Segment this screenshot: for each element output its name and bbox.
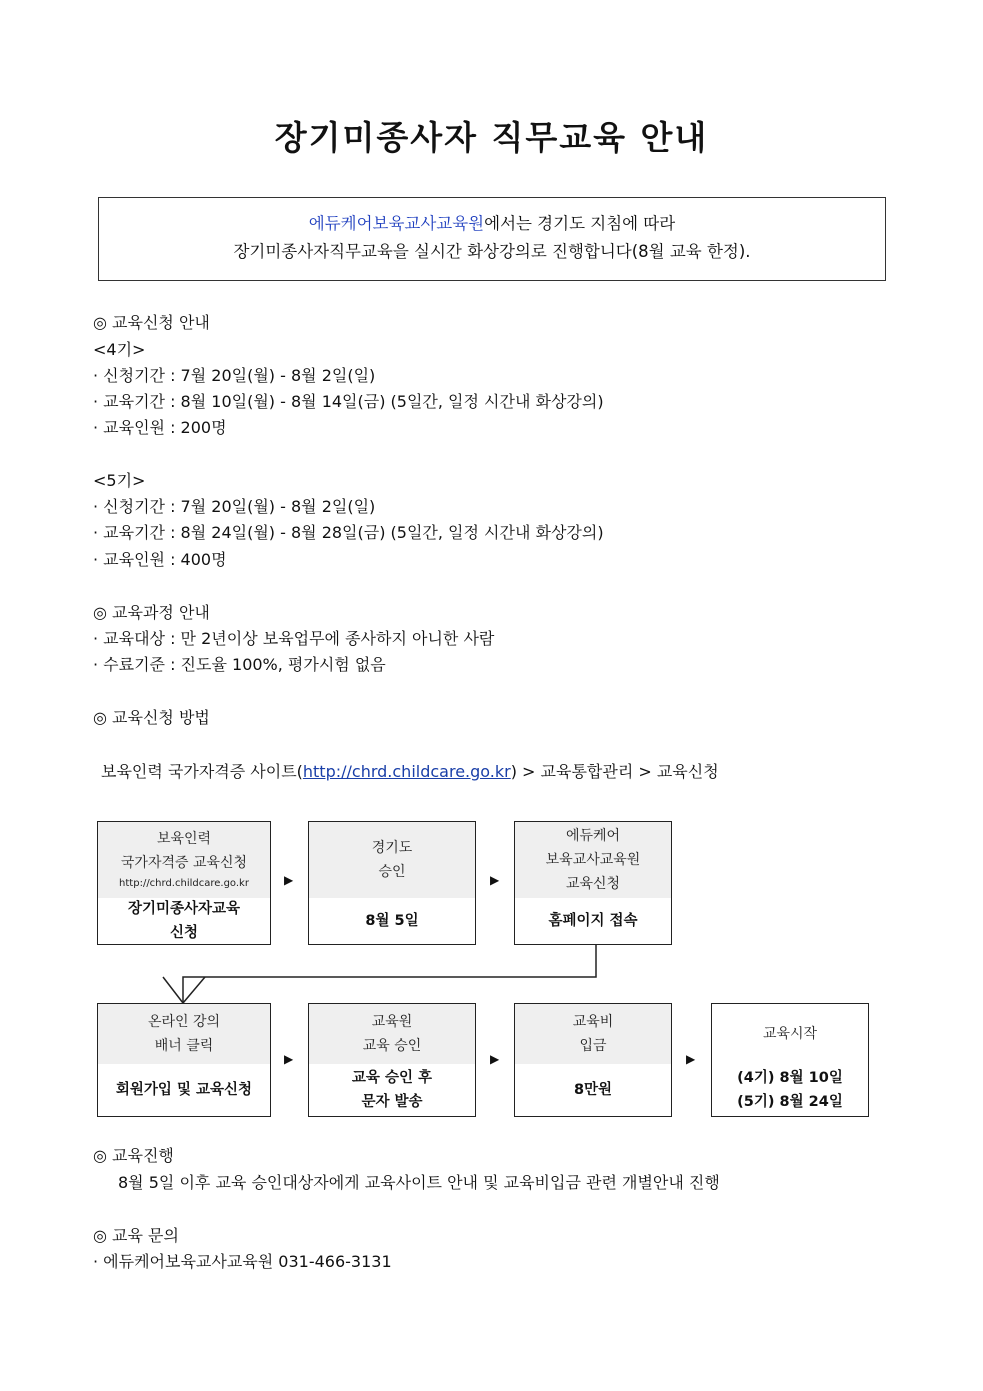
chrd-link[interactable]: http://chrd.childcare.go.kr: [302, 762, 511, 781]
progress-heading: ◎ 교육진행: [93, 1146, 174, 1165]
course-criteria: · 수료기준 : 진도율 100%, 평가시험 없음: [93, 655, 386, 674]
cohort4-label: <4기>: [93, 340, 146, 359]
cohort4-edu-period: · 교육기간 : 8월 10일(월) - 8월 14일(금) (5일간, 일정 시간내 화상강의): [93, 392, 604, 411]
flow-arrow-3: ▶: [284, 1052, 294, 1066]
flow-arrow-4: ▶: [490, 1052, 500, 1066]
connector-arrowhead: [163, 977, 205, 1003]
cohort5-label: <5기>: [93, 471, 146, 490]
flow-step-7: 교육시작 (4기) 8월 10일 (5기) 8월 24일: [711, 1003, 869, 1117]
org-name: 에듀케어보육교사교육원: [308, 214, 485, 233]
connector-line: [183, 943, 596, 1003]
intro-line-1: 에듀케어보육교사교육원에서는 경기도 지침에 따라: [308, 214, 676, 233]
contact-text: · 에듀케어보육교사교육원 031-466-3131: [93, 1252, 392, 1271]
cohort5-period: · 신청기간 : 7월 20일(월) - 8월 2일(일): [93, 497, 376, 516]
intro-line-2: 장기미종사자직무교육을 실시간 화상강의로 진행합니다(8월 교육 한정).: [233, 242, 751, 261]
flow-step-1: 보육인력 국가자격증 교육신청 http://chrd.childcare.go.kr 장기미종사자교육 신청: [97, 821, 271, 945]
apply-heading: ◎ 교육신청 안내: [93, 313, 210, 332]
flow-step-3: 에듀케어 보육교사교육원 교육신청 홈페이지 접속: [514, 821, 672, 945]
cohort5-capacity: · 교육인원 : 400명: [93, 550, 227, 569]
cohort4-capacity: · 교육인원 : 200명: [93, 418, 227, 437]
flow-step-2: 경기도 승인 8월 5일: [308, 821, 476, 945]
flow-step-4: 온라인 강의 배너 클릭 회원가입 및 교육신청: [97, 1003, 271, 1117]
flow-arrow-5: ▶: [686, 1052, 696, 1066]
course-heading: ◎ 교육과정 안내: [93, 603, 210, 622]
cohort4-period: · 신청기간 : 7월 20일(월) - 8월 2일(일): [93, 366, 376, 385]
method-heading: ◎ 교육신청 방법: [93, 708, 210, 727]
flow-arrow-1: ▶: [284, 873, 294, 887]
method-path: 보육인력 국가자격증 사이트(http://chrd.childcare.go.kr) > 교육통합관리 > 교육신청: [101, 762, 719, 781]
flow-arrow-2: ▶: [490, 873, 500, 887]
contact-heading: ◎ 교육 문의: [93, 1226, 179, 1245]
progress-text: 8월 5일 이후 교육 승인대상자에게 교육사이트 안내 및 교육비입금 관련 개별안내 진행: [118, 1173, 720, 1192]
flow-step-5: 교육원 교육 승인 교육 승인 후 문자 발송: [308, 1003, 476, 1117]
flow-step-6: 교육비 입금 8만원: [514, 1003, 672, 1117]
course-target: · 교육대상 : 만 2년이상 보육업무에 종사하지 아니한 사람: [93, 629, 495, 648]
cohort5-edu-period: · 교육기간 : 8월 24일(월) - 8월 28일(금) (5일간, 일정 시간내 화상강의): [93, 523, 604, 542]
page-title: 장기미종사자 직무교육 안내: [274, 118, 709, 157]
